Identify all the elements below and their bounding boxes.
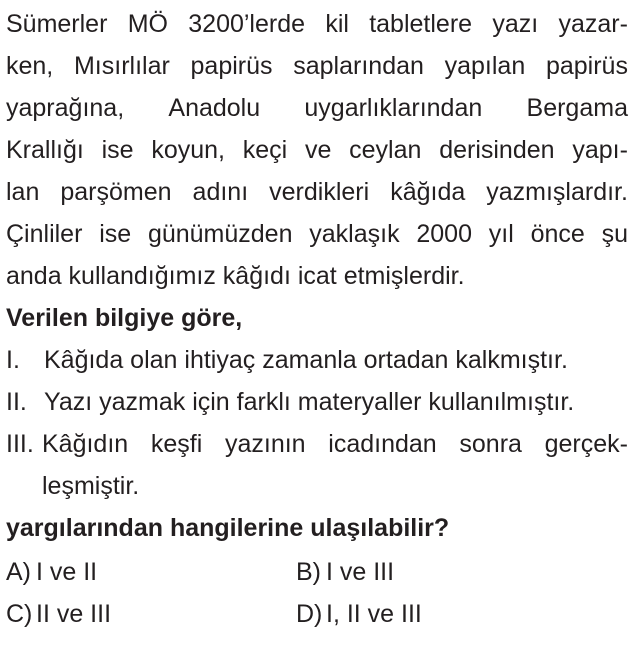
paragraph-line-6 <box>6 213 628 255</box>
option-text: I ve III <box>326 558 395 586</box>
word: yazının <box>224 430 306 458</box>
word: tabletlere <box>369 10 473 38</box>
statement-text: Kâğıda olan ihtiyaç zamanla ortadan kalkmıştır. <box>44 346 568 374</box>
option-letter: C) <box>6 600 33 628</box>
word: ise <box>101 136 134 164</box>
word: sonra <box>459 430 522 458</box>
word: günümüzden <box>147 220 293 248</box>
word: Bergama <box>526 94 628 122</box>
word: 2000 <box>416 220 472 248</box>
statement-2 <box>6 381 628 423</box>
statement-3 <box>6 423 628 465</box>
word: ken, <box>6 52 54 80</box>
word: yaprağına, <box>6 94 125 122</box>
statement-3-continuation: leşmiştir. <box>42 472 140 500</box>
word: yazı <box>492 10 539 38</box>
word: Krallığı <box>6 136 84 164</box>
word: papirüs <box>545 52 628 80</box>
word: keçi <box>242 136 288 164</box>
word: papirüs <box>190 52 273 80</box>
word: yazar- <box>558 10 628 38</box>
word: Mısırlılar <box>73 52 170 80</box>
option-letter: B) <box>296 558 321 586</box>
statement-number: III. <box>6 430 34 458</box>
option-text: II ve III <box>36 600 112 628</box>
question-text: yargılarından hangilerine ulaşılabilir? <box>6 514 450 542</box>
paragraph-line-4 <box>6 129 628 171</box>
option-text: I, II ve III <box>326 600 422 628</box>
word: yıl <box>488 220 514 248</box>
word: MÖ <box>127 10 168 38</box>
word: yapılan <box>444 52 526 80</box>
option-a[interactable] <box>6 551 296 593</box>
option-text: I ve II <box>36 558 98 586</box>
statement-text <box>42 423 628 465</box>
word: 3200’lerde <box>188 10 306 38</box>
paragraph-line-1 <box>6 3 628 45</box>
word: Kâğıdın <box>42 430 129 458</box>
statement-text: Yazı yazmak için farklı materyaller kullanılmıştır. <box>44 388 575 416</box>
statement-1 <box>6 339 628 381</box>
word: Sümerler <box>6 10 108 38</box>
statement-number: II. <box>6 388 27 416</box>
word: keşfi <box>150 430 203 458</box>
option-letter: D) <box>296 600 323 628</box>
question-block <box>6 3 628 635</box>
word: ise <box>99 220 132 248</box>
word: gerçek- <box>544 430 628 458</box>
paragraph-line-7: anda kullandığımız kâğıdı icat etmişlerdir. <box>6 262 465 290</box>
option-c[interactable] <box>6 593 296 635</box>
word: yaklaşık <box>309 220 400 248</box>
word: derisinden <box>439 136 555 164</box>
word: şu <box>601 220 628 248</box>
word: ceylan <box>349 136 422 164</box>
word: uygarlıklarından <box>304 94 483 122</box>
word: lan <box>6 178 40 206</box>
word: kil <box>325 10 349 38</box>
paragraph-line-3 <box>6 87 628 129</box>
word: kâğıda <box>390 178 466 206</box>
option-b[interactable] <box>296 551 586 593</box>
statement-number: I. <box>6 346 20 374</box>
word: ve <box>304 136 332 164</box>
word: adını <box>192 178 249 206</box>
word: koyun, <box>151 136 225 164</box>
answer-options <box>6 551 628 635</box>
option-d[interactable] <box>296 593 586 635</box>
word: önce <box>530 220 585 248</box>
paragraph-line-2 <box>6 45 628 87</box>
word: icadından <box>328 430 437 458</box>
paragraph-line-5 <box>6 171 628 213</box>
word: Çinliler <box>6 220 83 248</box>
word: yapı- <box>572 136 628 164</box>
word: verdikleri <box>269 178 370 206</box>
word: saplarından <box>293 52 424 80</box>
option-letter: A) <box>6 558 31 586</box>
word: yazmışlardır. <box>486 178 628 206</box>
word: Anadolu <box>168 94 261 122</box>
question-prompt: Verilen bilgiye göre, <box>6 304 243 332</box>
word: parşömen <box>60 178 172 206</box>
